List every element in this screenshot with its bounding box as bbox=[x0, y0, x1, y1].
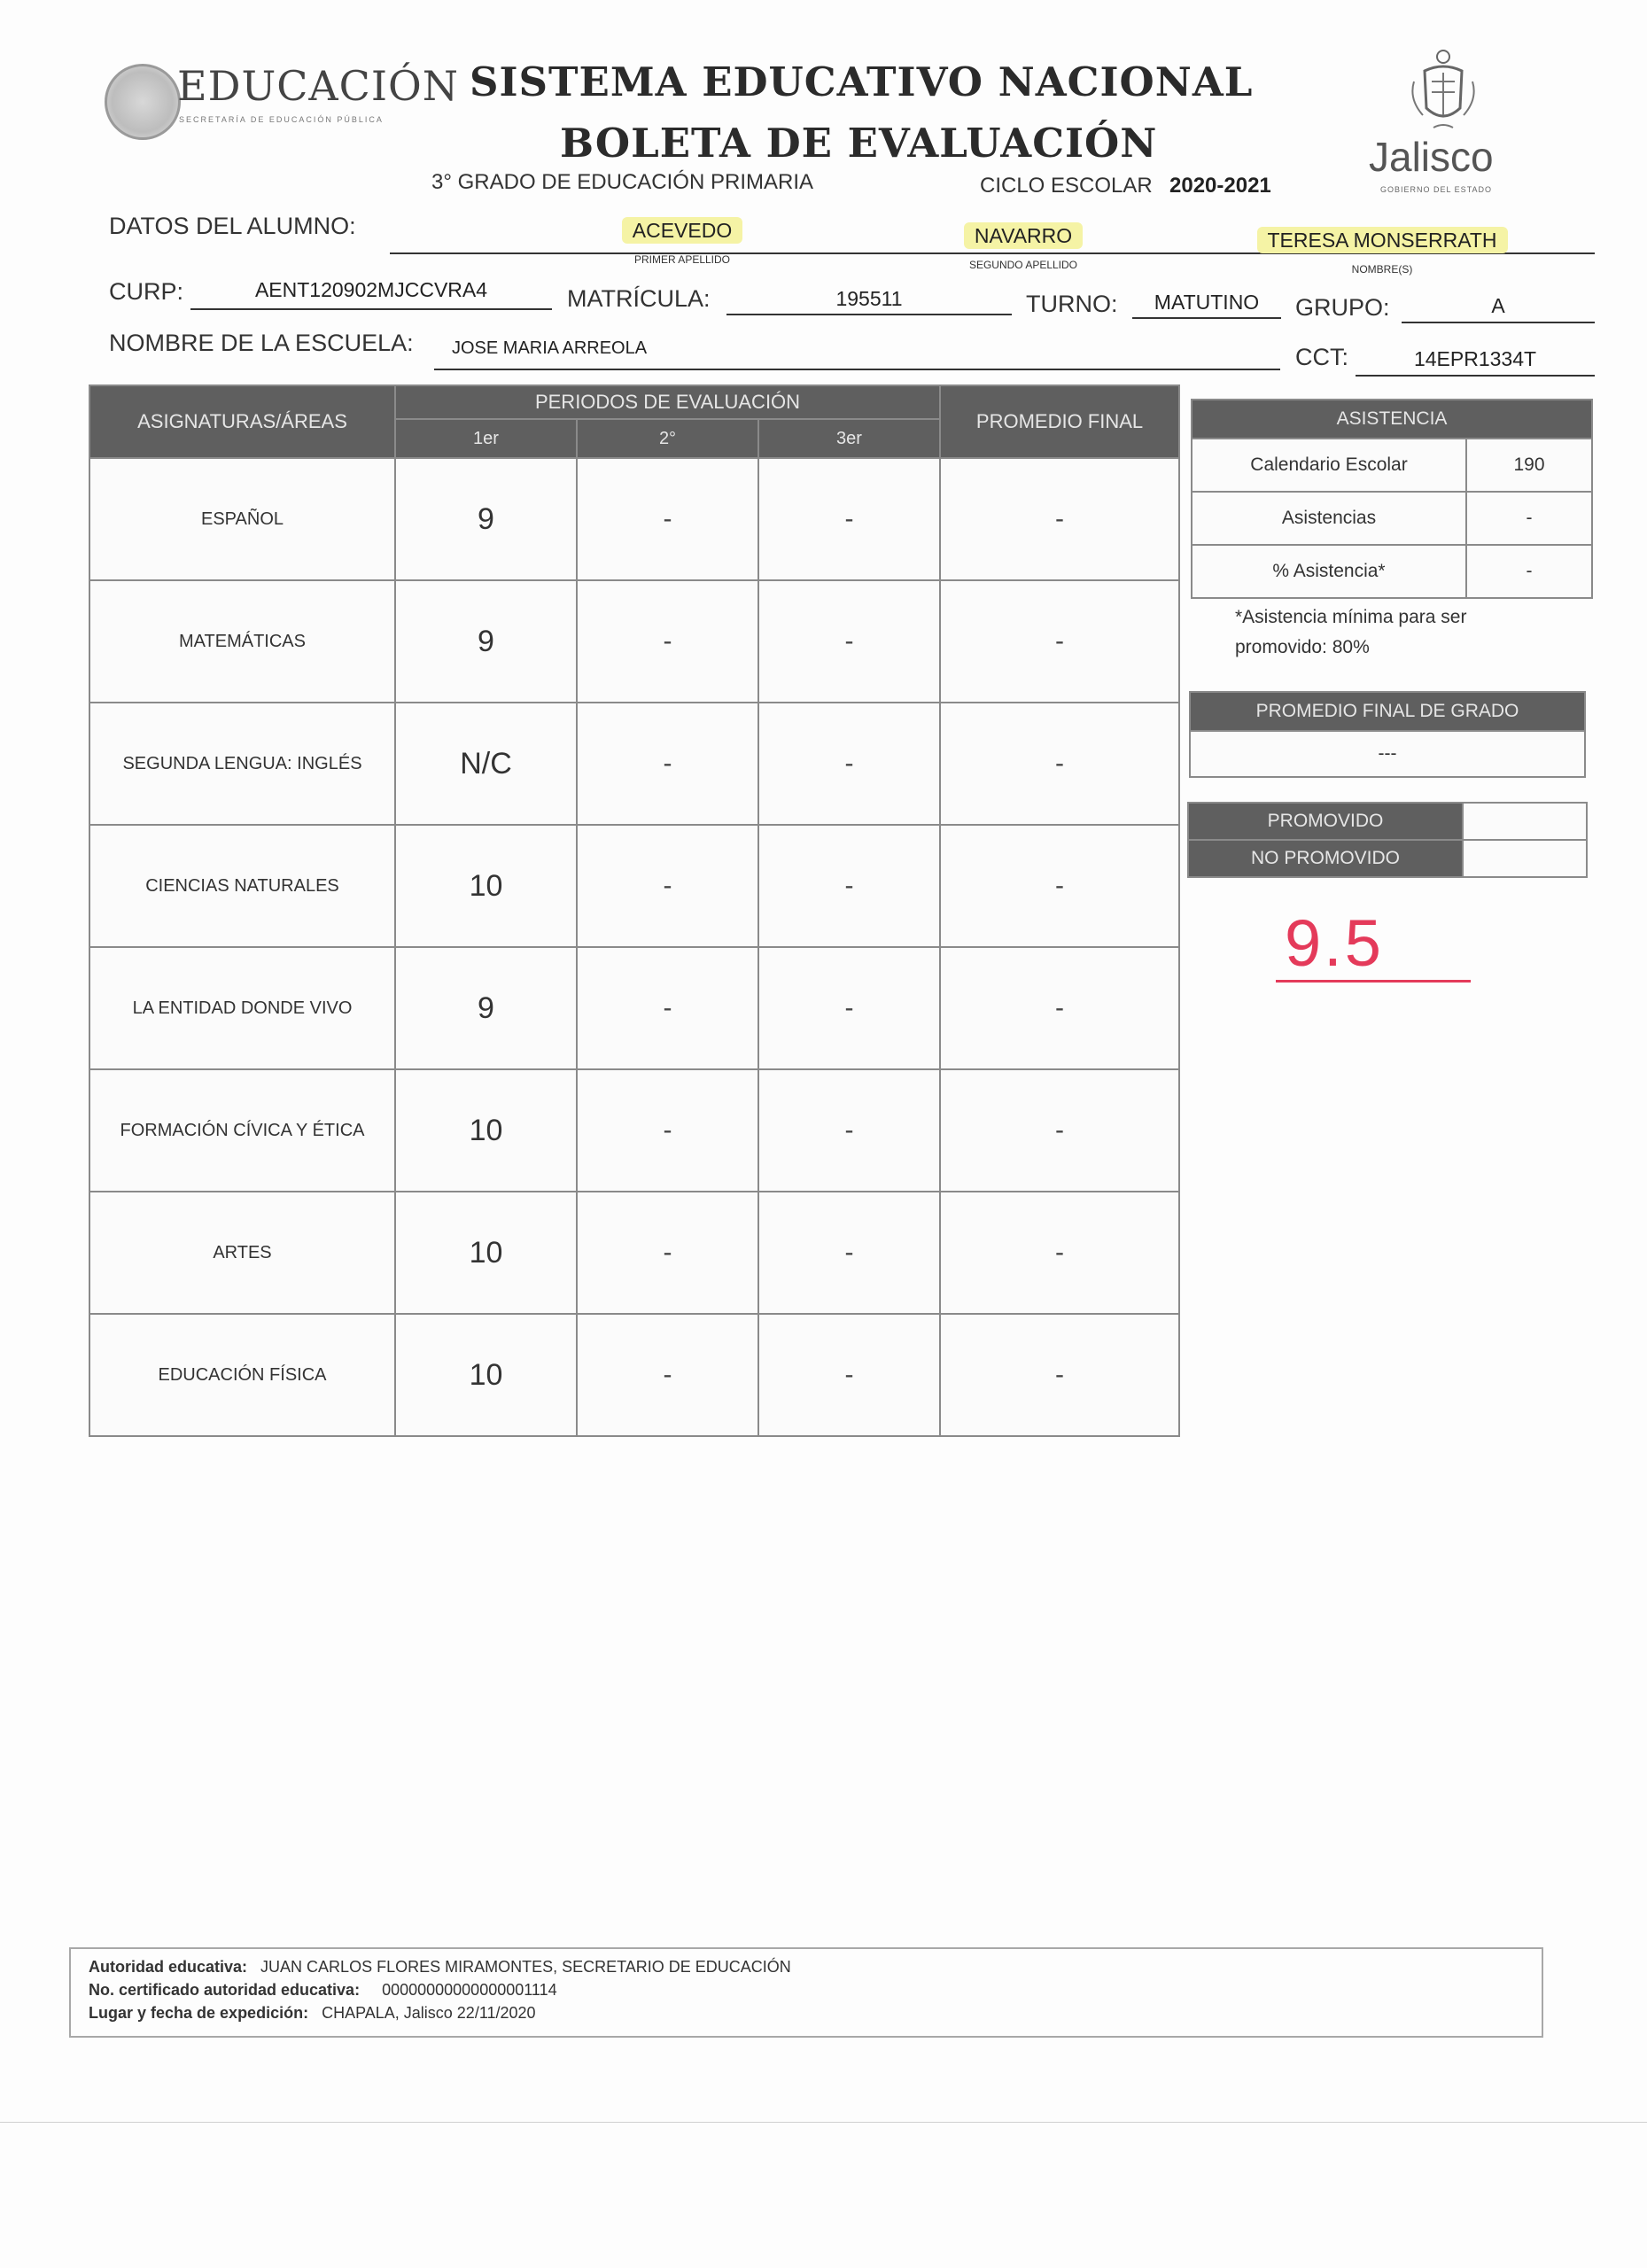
jalisco-crest-logo bbox=[1407, 46, 1480, 135]
final-average: - bbox=[940, 825, 1179, 947]
final-grade-value: --- bbox=[1190, 731, 1585, 777]
handwritten-underline bbox=[1276, 980, 1471, 983]
attended-value: - bbox=[1466, 492, 1592, 545]
period-1-grade: 10 bbox=[395, 1192, 577, 1314]
header-subject: ASIGNATURAS/ÁREAS bbox=[89, 385, 395, 458]
period-3-grade: - bbox=[758, 1192, 940, 1314]
cct-label: CCT: bbox=[1295, 344, 1348, 370]
grupo-value: A bbox=[1491, 294, 1505, 317]
jalisco-sub: GOBIERNO DEL ESTADO bbox=[1380, 185, 1493, 194]
curp-line bbox=[190, 308, 552, 310]
sep-seal-logo bbox=[105, 64, 181, 140]
calendar-label: Calendario Escolar bbox=[1192, 439, 1466, 492]
period-1-grade: 10 bbox=[395, 1314, 577, 1436]
datos-label: DATOS DEL ALUMNO: bbox=[109, 213, 356, 239]
period-2-grade: - bbox=[577, 825, 758, 947]
matricula-label: MATRÍCULA: bbox=[567, 285, 711, 312]
matricula-line bbox=[726, 314, 1012, 315]
period-1-grade: 9 bbox=[395, 947, 577, 1069]
period-2-grade: - bbox=[577, 703, 758, 825]
final-grade-title: PROMEDIO FINAL DE GRADO bbox=[1190, 692, 1585, 731]
header-periods: PERIODOS DE EVALUACIÓN bbox=[395, 385, 940, 419]
grade-row bbox=[89, 703, 1179, 825]
subject-cell: MATEMÁTICAS bbox=[89, 580, 395, 703]
turno-value: MATUTINO bbox=[1154, 291, 1260, 314]
grades-table bbox=[89, 384, 1180, 1437]
attendance-table bbox=[1191, 399, 1593, 599]
percent-value: - bbox=[1466, 545, 1592, 598]
period-1-grade: 9 bbox=[395, 580, 577, 703]
footer-authority bbox=[89, 1958, 791, 1977]
attended-label: Asistencias bbox=[1192, 492, 1466, 545]
subject-cell: CIENCIAS NATURALES bbox=[89, 825, 395, 947]
cct-line bbox=[1356, 375, 1595, 377]
period-1-grade: 10 bbox=[395, 1069, 577, 1192]
subject-cell: EDUCACIÓN FÍSICA bbox=[89, 1314, 395, 1436]
header-period-1: 1er bbox=[395, 419, 577, 458]
turno-line bbox=[1132, 317, 1281, 319]
period-3-grade: - bbox=[758, 1069, 940, 1192]
footer-box bbox=[69, 1947, 1543, 2038]
final-average: - bbox=[940, 947, 1179, 1069]
first-surname: ACEVEDO bbox=[622, 217, 742, 244]
period-2-grade: - bbox=[577, 1192, 758, 1314]
school-label: NOMBRE DE LA ESCUELA: bbox=[109, 330, 414, 356]
final-grade-table bbox=[1189, 691, 1586, 778]
place-value: CHAPALA, Jalisco 22/11/2020 bbox=[322, 2004, 536, 2022]
page-edge-line bbox=[0, 2122, 1647, 2123]
authority-value: JUAN CARLOS FLORES MIRAMONTES, SECRETARIO DE EDUCACIÓN bbox=[260, 1958, 791, 1976]
period-3-grade: - bbox=[758, 580, 940, 703]
second-surname: NAVARRO bbox=[964, 222, 1083, 249]
period-3-grade: - bbox=[758, 458, 940, 580]
header-period-3: 3er bbox=[758, 419, 940, 458]
promoted-box bbox=[1463, 803, 1587, 840]
handwritten-average: 9.5 bbox=[1285, 906, 1384, 980]
curp-value: AENT120902MJCCVRA4 bbox=[254, 278, 488, 301]
header-final: PROMEDIO FINAL bbox=[940, 385, 1179, 458]
grade-row bbox=[89, 580, 1179, 703]
place-label: Lugar y fecha de expedición: bbox=[89, 2004, 309, 2022]
agency-sub: SECRETARÍA DE EDUCACIÓN PÚBLICA bbox=[179, 115, 384, 124]
student-names: TERESA MONSERRATH bbox=[1257, 227, 1508, 253]
final-average: - bbox=[940, 580, 1179, 703]
period-3-grade: - bbox=[758, 947, 940, 1069]
matricula-value: 195511 bbox=[835, 287, 903, 310]
cct-value: 14EPR1334T bbox=[1413, 347, 1537, 370]
authority-label: Autoridad educativa: bbox=[89, 1958, 248, 1976]
period-2-grade: - bbox=[577, 1069, 758, 1192]
period-3-grade: - bbox=[758, 703, 940, 825]
subject-cell: SEGUNDA LENGUA: INGLÉS bbox=[89, 703, 395, 825]
subject-cell: FORMACIÓN CÍVICA Y ÉTICA bbox=[89, 1069, 395, 1192]
final-average: - bbox=[940, 1314, 1179, 1436]
not-promoted-box bbox=[1463, 840, 1587, 877]
percent-label: % Asistencia* bbox=[1192, 545, 1466, 598]
second-surname-caption: SEGUNDO APELLIDO bbox=[968, 259, 1078, 271]
period-3-grade: - bbox=[758, 1314, 940, 1436]
first-surname-field bbox=[549, 219, 815, 243]
grade-row bbox=[89, 1192, 1179, 1314]
final-average: - bbox=[940, 1192, 1179, 1314]
grade-level: 3° GRADO DE EDUCACIÓN PRIMARIA bbox=[431, 170, 813, 194]
footer-cert bbox=[89, 1981, 557, 2000]
footer-place bbox=[89, 2004, 536, 2023]
subject-cell: ARTES bbox=[89, 1192, 395, 1314]
period-1-grade: 10 bbox=[395, 825, 577, 947]
header-period-2: 2° bbox=[577, 419, 758, 458]
period-2-grade: - bbox=[577, 580, 758, 703]
attendance-note: *Asistencia mínima para ser promovido: 80% bbox=[1235, 607, 1467, 657]
names-caption: NOMBRE(S) bbox=[1351, 263, 1413, 276]
attendance-title: ASISTENCIA bbox=[1192, 400, 1592, 439]
final-average: - bbox=[940, 1069, 1179, 1192]
period-2-grade: - bbox=[577, 947, 758, 1069]
grade-row bbox=[89, 825, 1179, 947]
calendar-value: 190 bbox=[1466, 439, 1592, 492]
agency-word: EDUCACIÓN bbox=[177, 62, 459, 110]
first-surname-caption: PRIMER APELLIDO bbox=[633, 253, 731, 266]
second-surname-field bbox=[890, 224, 1156, 248]
subject-cell: LA ENTIDAD DONDE VIVO bbox=[89, 947, 395, 1069]
school-value: JOSE MARIA ARREOLA bbox=[452, 338, 648, 358]
grades-body bbox=[89, 458, 1179, 1436]
period-2-grade: - bbox=[577, 1314, 758, 1436]
promotion-table bbox=[1187, 802, 1588, 878]
grupo-line bbox=[1402, 322, 1595, 323]
subject-cell: ESPAÑOL bbox=[89, 458, 395, 580]
turno-label: TURNO: bbox=[1026, 291, 1118, 317]
grade-row bbox=[89, 1314, 1179, 1436]
document-title-line2: BOLETA DE EVALUACIÓN bbox=[560, 120, 1158, 167]
period-2-grade: - bbox=[577, 458, 758, 580]
grade-row bbox=[89, 458, 1179, 580]
school-line bbox=[434, 369, 1280, 370]
grupo-label: GRUPO: bbox=[1295, 294, 1390, 321]
grade-row bbox=[89, 947, 1179, 1069]
not-promoted-label: NO PROMOVIDO bbox=[1188, 840, 1463, 877]
grade-row bbox=[89, 1069, 1179, 1192]
promoted-label: PROMOVIDO bbox=[1188, 803, 1463, 840]
curp-label: CURP: bbox=[109, 278, 184, 305]
final-average: - bbox=[940, 458, 1179, 580]
period-1-grade: N/C bbox=[395, 703, 577, 825]
cert-value: 00000000000000001114 bbox=[382, 1981, 557, 1999]
ciclo-label: CICLO ESCOLAR bbox=[980, 174, 1153, 198]
period-1-grade: 9 bbox=[395, 458, 577, 580]
document-title-line1: SISTEMA EDUCATIVO NACIONAL bbox=[470, 58, 1254, 105]
cert-label: No. certificado autoridad educativa: bbox=[89, 1981, 361, 1999]
jalisco-wordmark: Jalisco bbox=[1369, 134, 1494, 180]
names-field bbox=[1223, 229, 1542, 252]
period-3-grade: - bbox=[758, 825, 940, 947]
final-average: - bbox=[940, 703, 1179, 825]
ciclo-value: 2020-2021 bbox=[1169, 174, 1271, 198]
